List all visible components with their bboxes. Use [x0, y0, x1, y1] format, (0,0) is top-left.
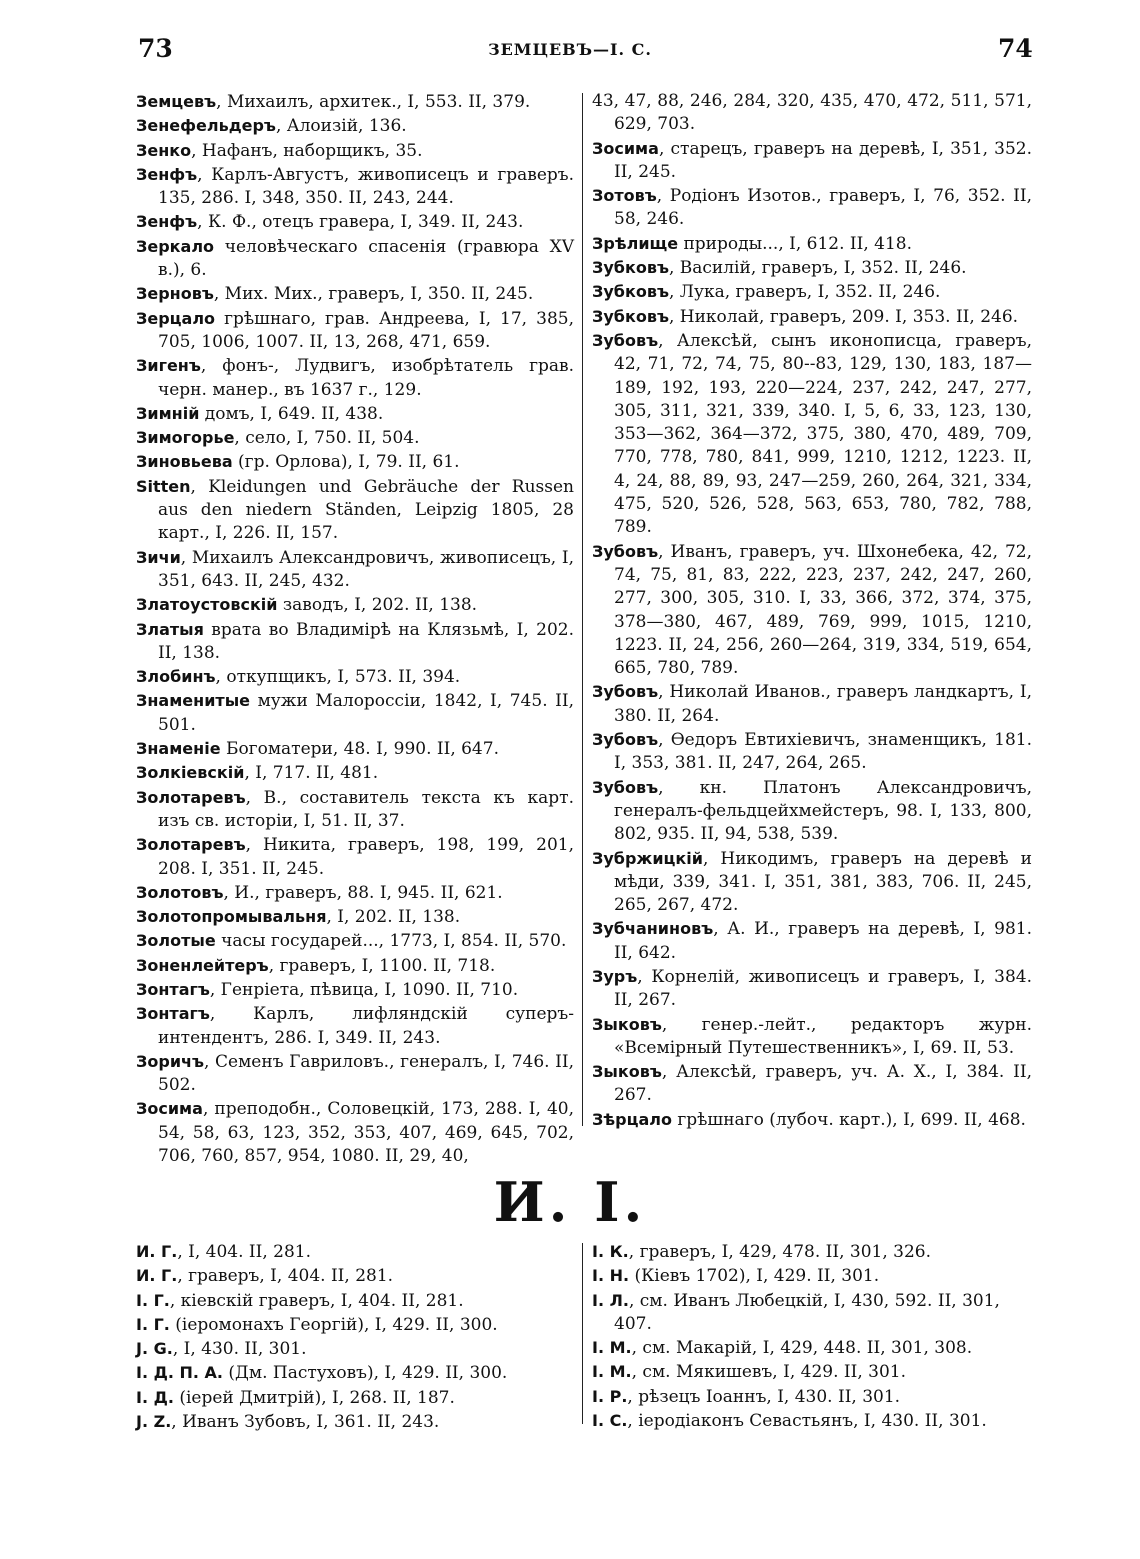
index-entry — [136, 1386, 574, 1410]
entry-text: часы государей..., 1773, I, 854. II, 570. — [215, 931, 567, 952]
entry-text: , іеродіаконъ Севастьянъ, I, 430. II, 301. — [627, 1411, 987, 1432]
entry-text: , К. Ф., отецъ гравера, I, 349. II, 243. — [197, 212, 524, 233]
index-entry — [592, 1264, 1032, 1288]
index-entry — [592, 776, 1032, 847]
entry-text: , I, 404. II, 281. — [177, 1242, 311, 1262]
left-page-number: 73 — [138, 34, 173, 63]
entry-keyword: I. Н. — [592, 1266, 630, 1286]
entry-keyword: Sitten — [136, 476, 191, 496]
entry-keyword: I. Д. П. А. — [136, 1363, 223, 1383]
index-entry — [136, 235, 574, 283]
entry-keyword: Зенко — [136, 140, 192, 160]
entry-keyword: Зубовъ — [592, 541, 659, 561]
entry-keyword: Зыковъ — [592, 1014, 662, 1034]
entry-text: , фонъ-, Лудвигъ, изобрѣтатель грав. черн. манер., въ 1637 г., 129. — [158, 356, 574, 400]
entry-keyword: Зонтагъ — [136, 1004, 210, 1024]
index-entry — [592, 1409, 1032, 1433]
index-entry — [136, 1097, 574, 1168]
entry-text: врата во Владимірѣ на Клязьмѣ, I, 202. II, 138. — [158, 619, 574, 663]
entry-keyword: Зубчаниновъ — [592, 919, 714, 939]
index-entry — [136, 1240, 574, 1264]
index-entry — [592, 256, 1032, 280]
index-entry — [136, 665, 574, 689]
entry-keyword: I. Г. — [136, 1314, 170, 1334]
index-entry — [592, 232, 1032, 256]
section-left-column — [136, 1240, 574, 1434]
index-entry — [592, 137, 1032, 185]
entry-keyword: Зонтагъ — [136, 979, 210, 999]
index-entry — [136, 163, 574, 211]
entry-keyword: Зосима — [136, 1099, 203, 1119]
column-divider — [582, 93, 583, 1126]
index-entry — [592, 1289, 1032, 1337]
section-right-column — [592, 1240, 1032, 1433]
entry-text: , кіевскій граверъ, I, 404. II, 281. — [169, 1290, 464, 1311]
entry-text: , Генріета, пѣвица, I, 1090. II, 710. — [209, 979, 519, 1000]
index-entry — [592, 184, 1032, 232]
entry-text: , см. Макарій, I, 429, 448. II, 301, 308. — [631, 1338, 973, 1359]
index-entry — [592, 90, 1032, 137]
entry-text: , А. И., граверъ на деревѣ, I, 981. II, 642. — [614, 919, 1032, 963]
entry-keyword: Зотовъ — [592, 186, 657, 206]
index-entry — [136, 475, 574, 546]
index-entry — [136, 833, 574, 881]
entry-keyword: Зубовъ — [592, 682, 659, 702]
entry-keyword: Зѣрцало — [592, 1109, 672, 1129]
entry-keyword: I. М. — [592, 1338, 632, 1358]
left-column — [136, 90, 574, 1168]
index-entry — [592, 1360, 1032, 1384]
entry-keyword: Зыковъ — [592, 1062, 662, 1082]
entry-keyword: Зосима — [592, 138, 659, 158]
entry-keyword: Зенфъ — [136, 212, 198, 232]
right-column — [592, 90, 1032, 1132]
entry-text: , см. Мякишевъ, I, 429. II, 301. — [631, 1362, 906, 1383]
entry-text: , Лука, граверъ, I, 352. II, 246. — [668, 282, 941, 303]
index-entry — [136, 1289, 574, 1313]
entry-text: (іеромонахъ Георгій), I, 429. II, 300. — [169, 1314, 498, 1335]
index-entry — [136, 114, 574, 138]
index-entry — [592, 847, 1032, 918]
entry-keyword: Зенфъ — [136, 164, 198, 184]
entry-text: 43, 47, 88, 246, 284, 320, 435, 470, 472, 511, 571, 629, 703. — [592, 91, 1032, 135]
entry-keyword: Знаменіе — [136, 739, 221, 759]
entry-keyword: Златыя — [136, 619, 204, 639]
entry-text: , I, 717. II, 481. — [244, 763, 379, 784]
index-entry — [136, 282, 574, 306]
index-entry — [592, 1385, 1032, 1409]
entry-keyword: Золотые — [136, 931, 216, 951]
entry-keyword: I. М. — [592, 1362, 632, 1382]
entry-text: мужи Малороссіи, 1842, I, 745. II, 501. — [158, 691, 574, 735]
entry-keyword: I. Л. — [592, 1290, 629, 1310]
entry-text: , Иванъ, граверъ, уч. Шхонебека, 42, 72, 74, 75, 81, 83, 222, 223, 237, 242, 247, 260, 277, 300, 305, 310. I, 33, 366, 372, 374, 375, 378—380, 467, 489, 769, 999, 1015, 1210, 1223. II, 24, 256, 260—264, 319, 334, 519, 654, 665, 780, 789. — [614, 541, 1032, 679]
entry-keyword: Золотовъ — [136, 882, 224, 902]
index-entry — [136, 881, 574, 905]
index-entry — [592, 1336, 1032, 1360]
index-entry — [592, 280, 1032, 304]
entry-text: , Михаилъ Александровичъ, живописецъ, I, 351, 643. II, 245, 432. — [158, 547, 574, 591]
entry-keyword: Зубовъ — [592, 777, 659, 797]
entry-keyword: Зимній — [136, 403, 200, 423]
entry-text: , село, I, 750. II, 504. — [234, 428, 420, 449]
index-entry — [592, 917, 1032, 965]
entry-text: , Никодимъ, граверъ на деревѣ и мѣди, 339, 341. I, 351, 381, 383, 706. II, 245, 265, 267, 472. — [614, 848, 1032, 916]
index-entry — [592, 540, 1032, 681]
entry-text: , граверъ, I, 404. II, 281. — [177, 1266, 394, 1287]
entry-keyword: И. Г. — [136, 1266, 178, 1286]
entry-text: человѣческаго спасенія (гравюра XV в.), 6. — [158, 236, 574, 281]
index-entry — [592, 1108, 1032, 1132]
entry-text: , Карлъ, лифляндскій суперъ-интендентъ, 286. I, 349. II, 243. — [158, 1004, 574, 1048]
section-title: И. I. — [493, 1170, 647, 1234]
index-entry — [136, 689, 574, 737]
index-entry — [136, 402, 574, 426]
entry-text: , Родіонъ Изотов., граверъ, I, 76, 352. II, 58, 246. — [614, 186, 1032, 230]
entry-text: грѣшнаго (лубоч. карт.), I, 699. II, 468. — [671, 1109, 1026, 1130]
entry-text: , граверъ, I, 429, 478. II, 301, 326. — [628, 1242, 932, 1262]
index-entry — [136, 426, 574, 450]
entry-keyword: Зеркало — [136, 236, 215, 256]
entry-text: , рѣзецъ Іоаннъ, I, 430. II, 301. — [627, 1386, 901, 1407]
index-entry — [136, 905, 574, 929]
entry-text: , В., составитель текста къ карт. изъ св. исторіи, I, 51. II, 37. — [158, 787, 574, 831]
index-entry — [136, 546, 574, 594]
entry-keyword: Зоненлейтеръ — [136, 955, 269, 975]
entry-keyword: J. G. — [136, 1339, 173, 1359]
index-entry — [136, 929, 574, 953]
entry-text: , Алексѣй, граверъ, уч. А. Х., I, 384. II, 267. — [614, 1062, 1032, 1106]
entry-text: , Алоизій, 136. — [275, 116, 407, 137]
entry-keyword: Зубовъ — [592, 730, 659, 750]
entry-text: , откупщикъ, I, 573. II, 394. — [215, 667, 461, 688]
entry-keyword: Зоричъ — [136, 1051, 205, 1071]
index-entry — [136, 210, 574, 234]
right-page-number: 74 — [998, 34, 1033, 63]
entry-keyword: Знаменитые — [136, 691, 251, 711]
entry-keyword: Зубржицкій — [592, 848, 703, 868]
entry-keyword: Зимогорье — [136, 428, 235, 448]
entry-keyword: Золотаревъ — [136, 835, 246, 855]
entry-text: , Никита, граверъ, 198, 199, 201, 208. I, 351. II, 245. — [158, 835, 574, 879]
entry-text: , Михаилъ, архитек., I, 553. II, 379. — [216, 92, 531, 112]
entry-keyword: Золотопромывальня — [136, 907, 327, 927]
entry-keyword: Зубковъ — [592, 258, 669, 278]
entry-keyword: Зичи — [136, 547, 181, 567]
index-entry — [136, 954, 574, 978]
entry-keyword: Зубковъ — [592, 282, 669, 302]
entry-text: , И., граверъ, 88. I, 945. II, 621. — [223, 882, 503, 903]
index-entry — [136, 1313, 574, 1337]
entry-text: , I, 202. II, 138. — [326, 907, 461, 928]
entry-text: домъ, I, 649. II, 438. — [199, 403, 384, 424]
entry-text: , Ѳедоръ Евтихіевичъ, знаменщикъ, 181. I, 353, 381. II, 247, 264, 265. — [614, 730, 1032, 774]
index-entry — [592, 680, 1032, 728]
index-entry — [136, 1264, 574, 1288]
running-head: ЗЕМЦЕВЪ—I. С. — [488, 40, 652, 59]
entry-keyword: И. Г. — [136, 1242, 178, 1261]
index-entry — [592, 305, 1032, 329]
entry-keyword: I. Р. — [592, 1386, 628, 1406]
entry-keyword: Золотаревъ — [136, 787, 246, 807]
entry-keyword: Зерновъ — [136, 284, 214, 304]
index-entry — [136, 1361, 574, 1385]
index-entry — [136, 593, 574, 617]
entry-text: , I, 430. II, 301. — [172, 1339, 307, 1360]
entry-keyword: Зенефельдеръ — [136, 116, 276, 136]
entry-text: грѣшнаго, грав. Андреева, I, 17, 385, 705, 1006, 1007. II, 13, 268, 471, 659. — [158, 308, 574, 352]
entry-text: (гр. Орлова), I, 79. II, 61. — [232, 452, 460, 473]
entry-keyword: Зубковъ — [592, 306, 669, 326]
entry-keyword: Зрѣлище — [592, 233, 679, 253]
entry-keyword: Золкіевскій — [136, 763, 245, 783]
entry-keyword: Земцевъ — [136, 92, 217, 111]
entry-text: , Нафанъ, наборщикъ, 35. — [191, 140, 423, 161]
entry-text: (Кіевъ 1702), I, 429. II, 301. — [629, 1266, 880, 1287]
index-entry — [136, 1002, 574, 1050]
entry-keyword: Златоустовскій — [136, 595, 278, 615]
entry-text: , Василій, граверъ, I, 352. II, 246. — [668, 258, 967, 279]
index-entry — [592, 329, 1032, 540]
index-entry — [136, 1337, 574, 1361]
entry-text: , Мих. Мих., граверъ, I, 350. II, 245. — [213, 284, 534, 305]
index-entry — [136, 139, 574, 163]
index-entry — [136, 978, 574, 1002]
entry-keyword: J. Z. — [136, 1412, 172, 1432]
index-entry — [136, 761, 574, 785]
entry-text: , Николай, граверъ, 209. I, 353. II, 246. — [668, 306, 1019, 327]
entry-keyword: I. Г. — [136, 1290, 170, 1310]
index-entry — [136, 354, 574, 402]
entry-keyword: I. Д. — [136, 1387, 174, 1407]
entry-text: , Алексѣй, сынъ иконописца, граверъ, 42, 71, 72, 74, 75, 80--83, 129, 130, 183, 187—189, 192, 193, 220—224, 237, 242, 247, 277, 305, 311, 321, 339, 340. I, 5, 6, 33, 123, 130, 353—362, 364—372, 375, 380, 470, 489, 709, 770, 778, 780, 841, 999, 1210, 1212, 1223. II, 4, 24, 88, 89, 93, 247—259, 260, 264, 321, 334, 475, 520, 526, 528, 563, 653, 780, 782, 788, 789. — [614, 330, 1032, 538]
entry-keyword: Зуръ — [592, 966, 638, 986]
entry-keyword: Зигенъ — [136, 356, 201, 376]
entry-keyword: Зиновьева — [136, 452, 233, 472]
entry-text: заводъ, I, 202. II, 138. — [277, 595, 478, 616]
entry-text: , Иванъ Зубовъ, I, 361. II, 243. — [171, 1412, 440, 1433]
index-entry — [136, 1410, 574, 1434]
index-entry — [592, 965, 1032, 1013]
index-entry — [136, 737, 574, 761]
index-entry — [592, 1060, 1032, 1108]
index-entry — [136, 1050, 574, 1098]
entry-text: (іерей Дмитрій), I, 268. II, 187. — [173, 1387, 455, 1408]
entry-text: , генер.-лейт., редакторъ журн. «Всемірный Путешественникъ», I, 69. II, 53. — [614, 1014, 1032, 1058]
entry-text: , Николай Иванов., граверъ ландкартъ, I, 380. II, 264. — [614, 682, 1032, 726]
entry-keyword: Зерцало — [136, 308, 216, 328]
entry-keyword: I. К. — [592, 1242, 629, 1261]
index-entry — [136, 618, 574, 666]
entry-keyword: I. С. — [592, 1411, 628, 1431]
index-entry — [136, 450, 574, 474]
entry-text: , преподобн., Соловецкій, 173, 288. I, 40, 54, 58, 63, 123, 352, 353, 407, 469, 645, 702, 706, 760, 857, 954, 1080. II, 29, 40, — [158, 1099, 574, 1167]
index-entry — [592, 728, 1032, 776]
entry-text: , Семенъ Гавриловъ., генералъ, I, 746. II, 502. — [158, 1051, 574, 1096]
entry-keyword: Зубовъ — [592, 330, 659, 350]
entry-text: , старецъ, граверъ на деревѣ, I, 351, 352. II, 245. — [614, 138, 1032, 182]
entry-text: (Дм. Пастуховъ), I, 429. II, 300. — [223, 1363, 508, 1384]
index-entry — [136, 90, 574, 114]
entry-text: , кн. Платонъ Александровичъ, генералъ-фельдцейхмейстеръ, 98. I, 133, 800, 802, 935. II, 94, 538, 539. — [614, 777, 1032, 845]
entry-keyword: Злобинъ — [136, 667, 216, 687]
entry-text: , граверъ, I, 1100. II, 718. — [268, 955, 496, 976]
entry-text: природы..., I, 612. II, 418. — [678, 233, 913, 254]
index-entry — [592, 1013, 1032, 1061]
entry-text: , Kleidungen und Gebräuche der Russen aus den niedern Ständen, Leipzig 1805, 28 карт., I, 226. II, 157. — [158, 476, 574, 544]
entry-text: , см. Иванъ Любецкій, I, 430, 592. II, 301, 407. — [614, 1290, 1000, 1334]
entry-text: , Корнелій, живописецъ и граверъ, I, 384. II, 267. — [614, 966, 1032, 1011]
section-column-divider — [582, 1243, 583, 1424]
entry-text: , Карлъ-Августъ, живописецъ и граверъ. 135, 286. I, 348, 350. II, 243, 244. — [158, 164, 574, 209]
index-entry — [136, 786, 574, 834]
entry-text: Богоматери, 48. I, 990. II, 647. — [220, 739, 499, 760]
index-entry — [592, 1240, 1032, 1264]
index-entry — [136, 307, 574, 355]
